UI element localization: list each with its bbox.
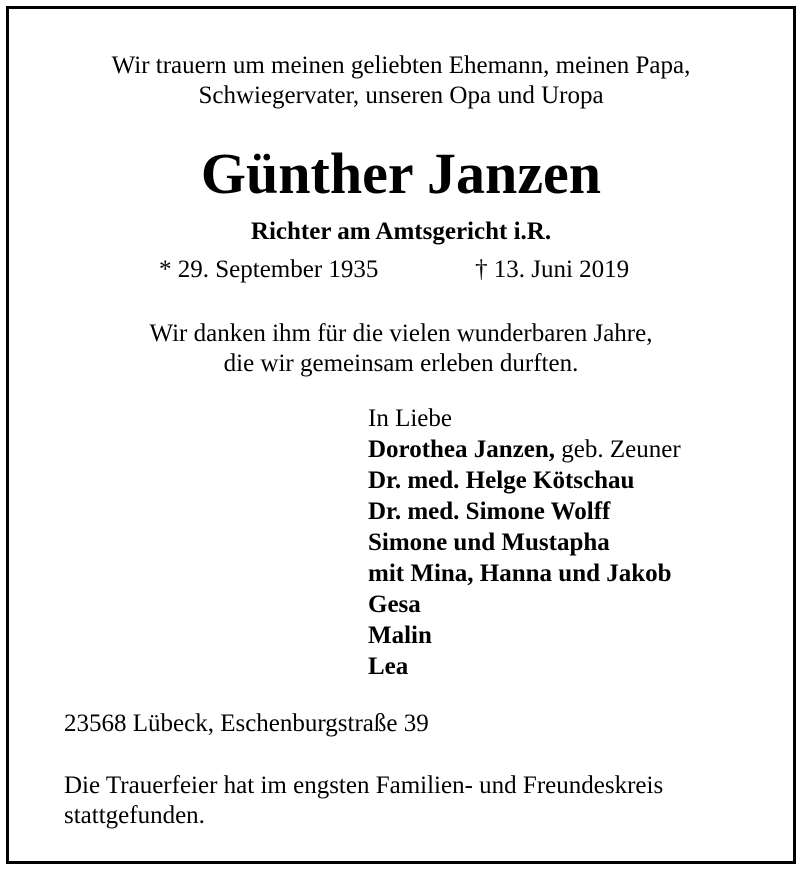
birth-date: * 29. September 1935 bbox=[159, 256, 379, 283]
mourner-line: Lea bbox=[368, 653, 409, 680]
ceremony-note bbox=[64, 771, 663, 831]
mourner-line: Dr. med. Helge Kötschau bbox=[368, 467, 635, 494]
mourners-intro: In Liebe bbox=[368, 405, 452, 432]
spouse-name: Dorothea Janzen, bbox=[368, 436, 556, 463]
mourner-line: Malin bbox=[368, 622, 432, 649]
thanks-line: die wir gemeinsam erleben durften. bbox=[223, 350, 579, 377]
address: 23568 Lübeck, Eschenburgstraße 39 bbox=[64, 710, 429, 737]
mourner-line: Simone und Mustapha bbox=[368, 529, 610, 556]
intro-line: Schwiegervater, unseren Opa und Uropa bbox=[198, 82, 604, 109]
mourners-list bbox=[368, 403, 681, 682]
ceremony-line: Die Trauerfeier hat im engsten Familien- und Freundeskreis bbox=[64, 772, 664, 799]
mourner-line: Dr. med. Simone Wolff bbox=[368, 498, 611, 525]
deceased-title: Richter am Amtsgericht i.R. bbox=[250, 218, 552, 245]
thanks-line: Wir danken ihm für die vielen wunderbaren Jahre, bbox=[149, 320, 653, 347]
intro-text bbox=[9, 51, 793, 111]
deceased-name: Günther Janzen bbox=[200, 141, 602, 206]
mourner-line: mit Mina, Hanna und Jakob bbox=[368, 560, 672, 587]
mourner-spouse bbox=[368, 434, 681, 465]
ceremony-line: stattgefunden. bbox=[64, 802, 205, 829]
spouse-maiden-name: geb. Zeuner bbox=[555, 436, 681, 463]
mourner-line: Gesa bbox=[368, 591, 421, 618]
obituary-notice bbox=[6, 6, 796, 864]
intro-line: Wir trauern um meinen geliebten Ehemann, meinen Papa, bbox=[111, 52, 691, 79]
thanks-text bbox=[9, 319, 793, 379]
death-date: † 13. Juni 2019 bbox=[475, 256, 630, 283]
